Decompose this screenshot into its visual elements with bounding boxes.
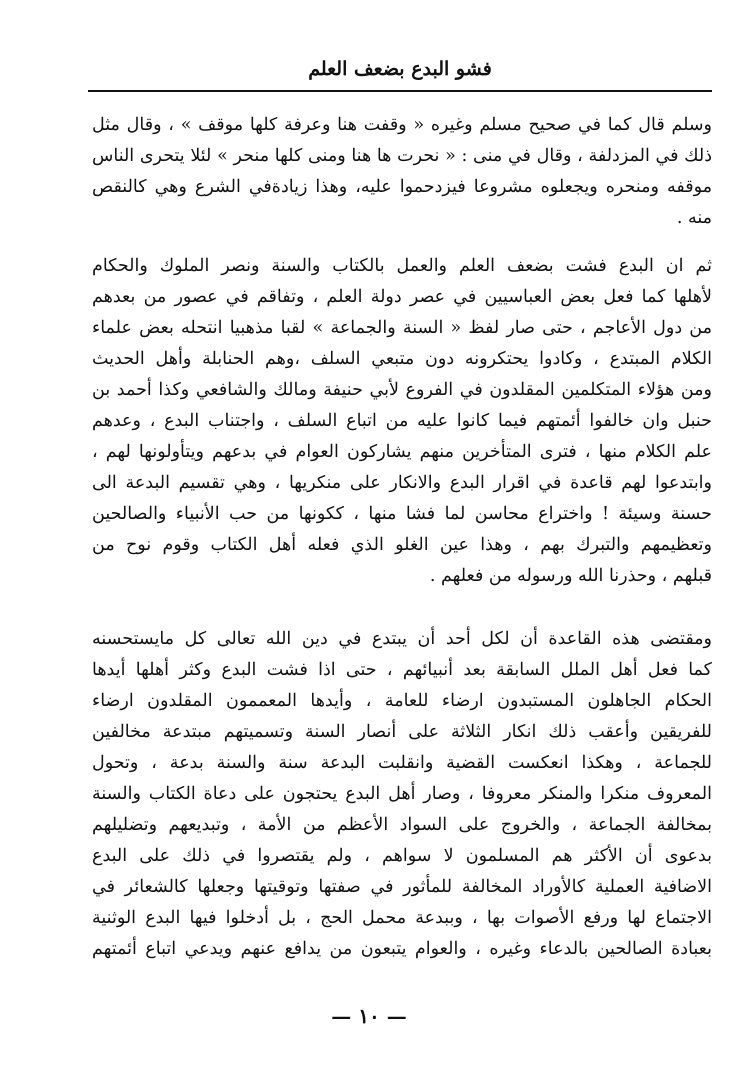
page-number: — ١٠ —	[331, 1004, 407, 1028]
paragraph-2	[92, 251, 712, 592]
text-line: بمخالفة الجماعة ، والخروج على السواد الأعظم من الأمة ، وتبديعهم وتضليلهم	[92, 815, 712, 835]
header-divider	[88, 90, 712, 92]
paragraph-1	[92, 110, 712, 234]
text-line: بعبادة الصالحين بالدعاء وغيره ، والعوام يتبعون من يدافع عنهم ويدعي اتباع أئمتهم	[92, 939, 712, 959]
text-line: بدعوى أن الأكثر هم المسلمون لا سواهم ، ولم يقتصروا في ذلك على البدع	[92, 846, 712, 866]
text-line: المعروف منكرا والمنكر معروفا ، وصار أهل البدع يحتجون على دعاة الكتاب والسنة	[92, 784, 712, 804]
text-line: ثم ان البدع فشت بضعف العلم والعمل بالكتاب والسنة ونصر الملوك والحكام	[92, 256, 712, 276]
text-line: الاجتماع لها ورفع الأصوات بها ، وببدعة محمل الحج ، بل أدخلوا فيها البدع الوثنية	[92, 908, 712, 928]
running-header-title: فشو البدع بضعف العلم	[308, 58, 492, 80]
text-line: منه .	[676, 208, 712, 228]
text-line: الاضافية العملية كالأوراد المخالفة للمأثور في صفتها وتوقيتها وجعلها كالشعائر في	[92, 877, 712, 897]
text-line: من دول الأعاجم ، حتى صار لفظ « السنة والجماعة » لقبا مذهبيا انتحله بعض علماء	[92, 318, 712, 338]
text-line: للفريقين وأعقب ذلك انكار الثلاثة على أنصار السنة وتسميتهم مبتدعة مخالفين	[92, 722, 712, 742]
text-line: حسنة وسيئة ! واختراع محاسن لما فشا منها ، ككونها من حب الأنبياء والصالحين	[92, 504, 712, 524]
text-line: موقفه ومنحره ويجعلوه مشروعا فيزدحموا عليه، وهذا زيادةفي الشرع وهي كالنقص	[92, 177, 712, 197]
text-line: الكلام المبتدع ، وكادوا يحتكرونه دون متبعي السلف ،وهم الحنابلة وأهل الحديث	[92, 349, 712, 369]
text-line: ذلك في المزدلفة ، وقال في منى : « نحرت ها هنا ومنى كلها منحر » لئلا يتحرى الناس	[92, 146, 712, 166]
text-line: قبلهم ، وحذرنا الله ورسوله من فعلهم .	[429, 566, 712, 586]
text-line: وسلم قال كما في صحيح مسلم وغيره « وقفت هنا وعرفة كلها موقف » ، وقال مثل	[92, 115, 712, 135]
text-line: ومقتضى هذه القاعدة أن لكل أحد أن يبتدع في دين الله تعالى كل مايستحسنه	[92, 629, 712, 649]
text-line: ومن هؤلاء المتكلمين المقلدون في الفروع لأبي حنيفة ومالك والشافعي وكذا أحمد بن	[92, 380, 712, 400]
text-line: لأهلها كما فعل بعض العباسيين في عصر دولة العلم ، وتفاقم في عصور من بعدهم	[92, 287, 712, 307]
text-line: حنبل وان خالفوا أئمتهم فيما كانوا عليه من اتباع السلف ، واجتناب البدع ، وعدهم	[92, 411, 712, 431]
text-line: وابتدعوا لهم قاعدة في اقرار البدع والانكار على منكريها ، وهي تقسيم البدعة الى	[92, 473, 712, 493]
text-line: علم الكلام منها ، فترى المتأخرين منهم يشاركون العوام في بدعهم ويتأولونها لهم ،	[92, 442, 712, 462]
paragraph-3	[92, 624, 712, 965]
text-line: وتعظيمهم والتبرك بهم ، وهذا عين الغلو الذي فعله أهل الكتاب وقوم نوح من	[92, 535, 712, 555]
text-line: للجماعة ، وهكذا انعكست القضية وانقلبت البدعة سنة والسنة بدعة ، وتحول	[92, 753, 712, 773]
text-line: كما فعل أهل الملل السابقة بعد أنبيائهم ، حتى اذا فشت البدع وكثر أهلها أيدها	[92, 660, 712, 680]
text-line: الحكام الجاهلون المستبدون ارضاء للعامة ، وأيدها المعممون المقلدون ارضاء	[92, 691, 712, 711]
